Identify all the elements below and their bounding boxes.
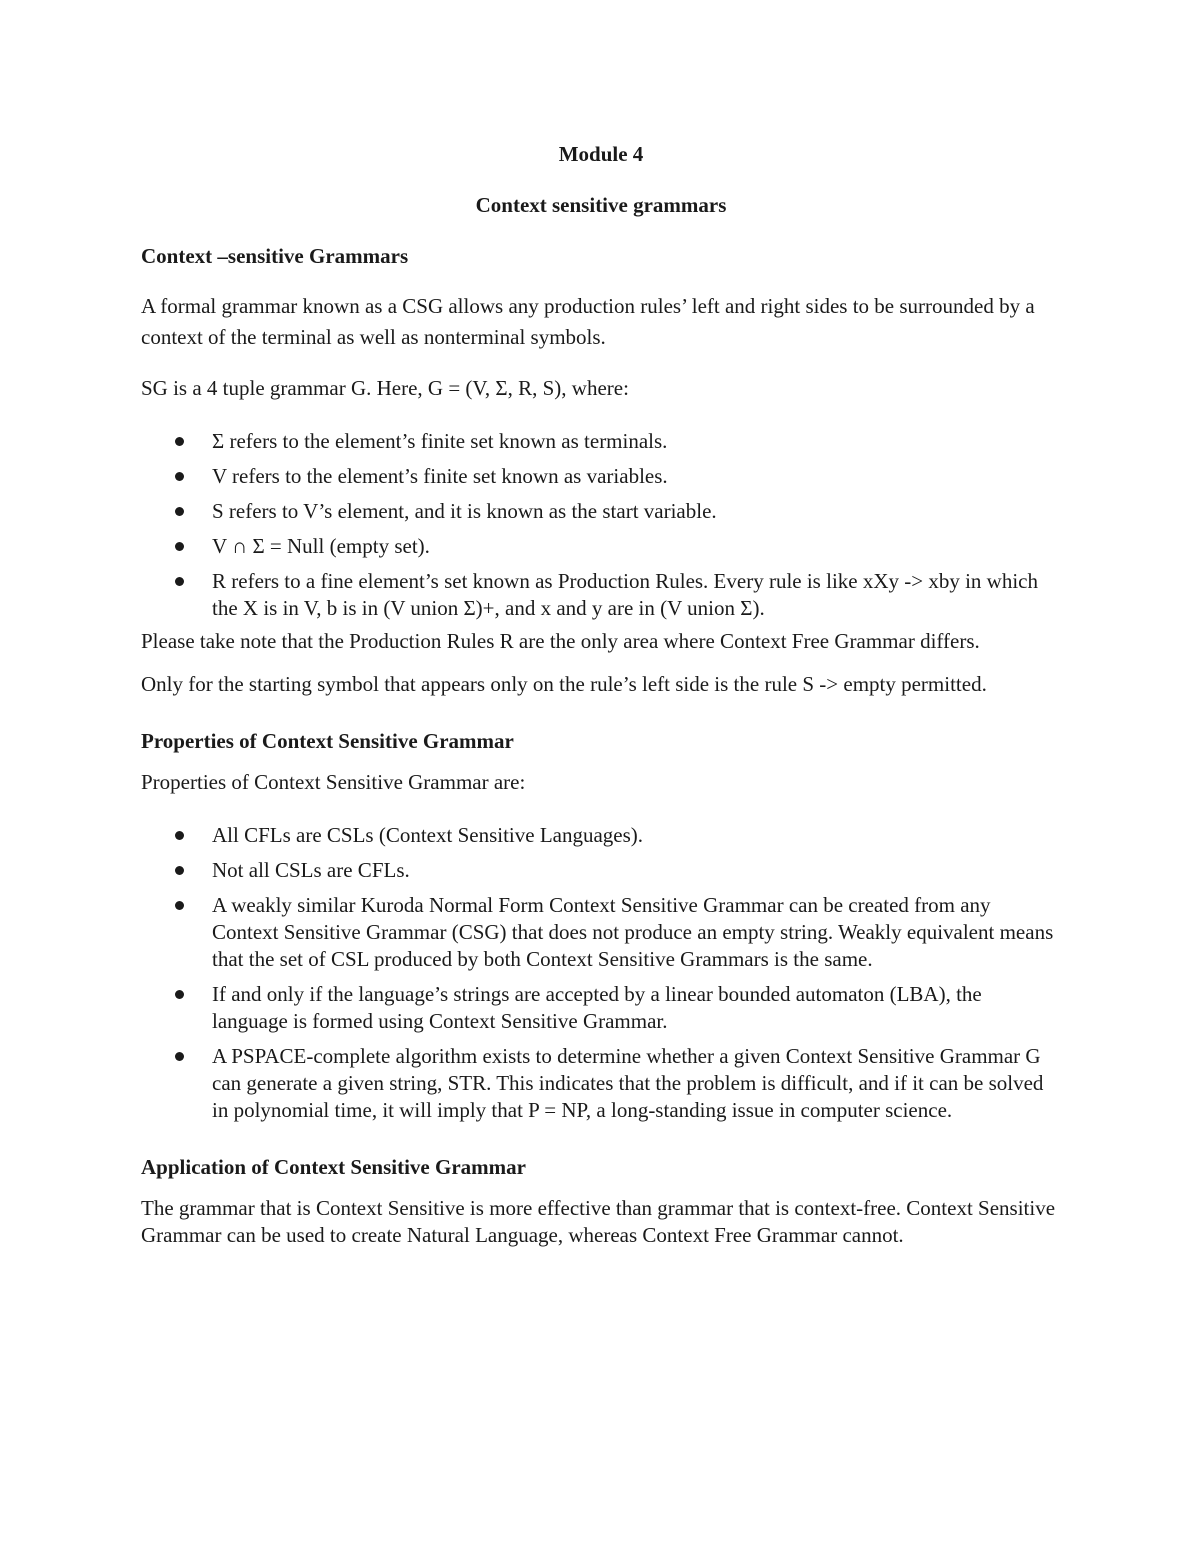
document-title: Context sensitive grammars: [475, 193, 727, 217]
list-item-text: All CFLs are CSLs (Context Sensitive Languages).: [212, 823, 644, 847]
list-item-text: If and only if the language’s strings are accepted by a linear bounded automaton (LBA), the language is formed using Context Sensitive Grammar.: [212, 982, 982, 1033]
bullet-icon: [175, 577, 184, 586]
list-item-text: R refers to a fine element’s set known as Production Rules. Every rule is like xXy -> xby in which the X is in V, b is in (V union Σ)+, and x and y are in (V union Σ).: [212, 569, 1039, 620]
tuple-paragraph: SG is a 4 tuple grammar G. Here, G = (V, Σ, R, S), where:: [141, 376, 629, 400]
list-item-text: Σ refers to the element’s finite set known as terminals.: [212, 429, 668, 453]
section-heading-csg: Context –sensitive Grammars: [141, 244, 409, 268]
list-item: [141, 981, 1061, 1035]
csg-definition-paragraph: A formal grammar known as a CSG allows any production rules’ left and right sides to be surrounded by a context of the terminal as well as nonterminal symbols.: [141, 294, 1035, 349]
production-rules-note: Please take note that the Production Rules R are the only area where Context Free Grammar differs.: [141, 629, 980, 653]
properties-intro: Properties of Context Sensitive Grammar are:: [141, 770, 526, 794]
list-item: [141, 892, 1061, 973]
bullet-icon: [175, 901, 184, 910]
list-item-text: Not all CSLs are CFLs.: [212, 858, 410, 882]
list-item-text: V refers to the element’s finite set known as variables.: [212, 464, 668, 488]
list-item: [141, 1043, 1061, 1124]
list-item-text: S refers to V’s element, and it is known as the start variable.: [212, 499, 717, 523]
bullet-icon: [175, 507, 184, 516]
bullet-icon: [175, 831, 184, 840]
properties-list: [141, 822, 1061, 1124]
bullet-icon: [175, 990, 184, 999]
section-heading-application: Application of Context Sensitive Grammar: [141, 1155, 526, 1179]
tuple-components-list: [141, 428, 1061, 622]
list-item: [141, 533, 1061, 560]
bullet-icon: [175, 866, 184, 875]
list-item-text: A PSPACE-complete algorithm exists to determine whether a given Context Sensitive Grammar G can generate a given string, STR. This indicates that the problem is difficult, and if it can be solved in polynomial time, it will imply that P = NP, a long-standing issue in computer science.: [212, 1044, 1044, 1122]
list-item: [141, 568, 1061, 622]
list-item-text: V ∩ Σ = Null (empty set).: [212, 534, 430, 558]
module-title: Module 4: [558, 142, 644, 166]
list-item: [141, 498, 1061, 525]
start-symbol-note: Only for the starting symbol that appears only on the rule’s left side is the rule S -> empty permitted.: [141, 672, 987, 696]
application-paragraph: The grammar that is Context Sensitive is more effective than grammar that is context-free. Context Sensitive Grammar can be used to create Natural Language, whereas Context Free Grammar cannot.: [141, 1196, 1056, 1247]
bullet-icon: [175, 437, 184, 446]
list-item-text: A weakly similar Kuroda Normal Form Context Sensitive Grammar can be created from any Context Sensitive Grammar (CSG) that does not produce an empty string. Weakly equivalent means that the set of CSL produced by both Context Sensitive Grammars is the same.: [212, 893, 1054, 971]
list-item: [141, 822, 1061, 849]
section-heading-properties: Properties of Context Sensitive Grammar: [141, 729, 514, 753]
bullet-icon: [175, 472, 184, 481]
document-page: [141, 141, 1061, 1249]
list-item: [141, 463, 1061, 490]
bullet-icon: [175, 1052, 184, 1061]
bullet-icon: [175, 542, 184, 551]
list-item: [141, 428, 1061, 455]
list-item: [141, 857, 1061, 884]
